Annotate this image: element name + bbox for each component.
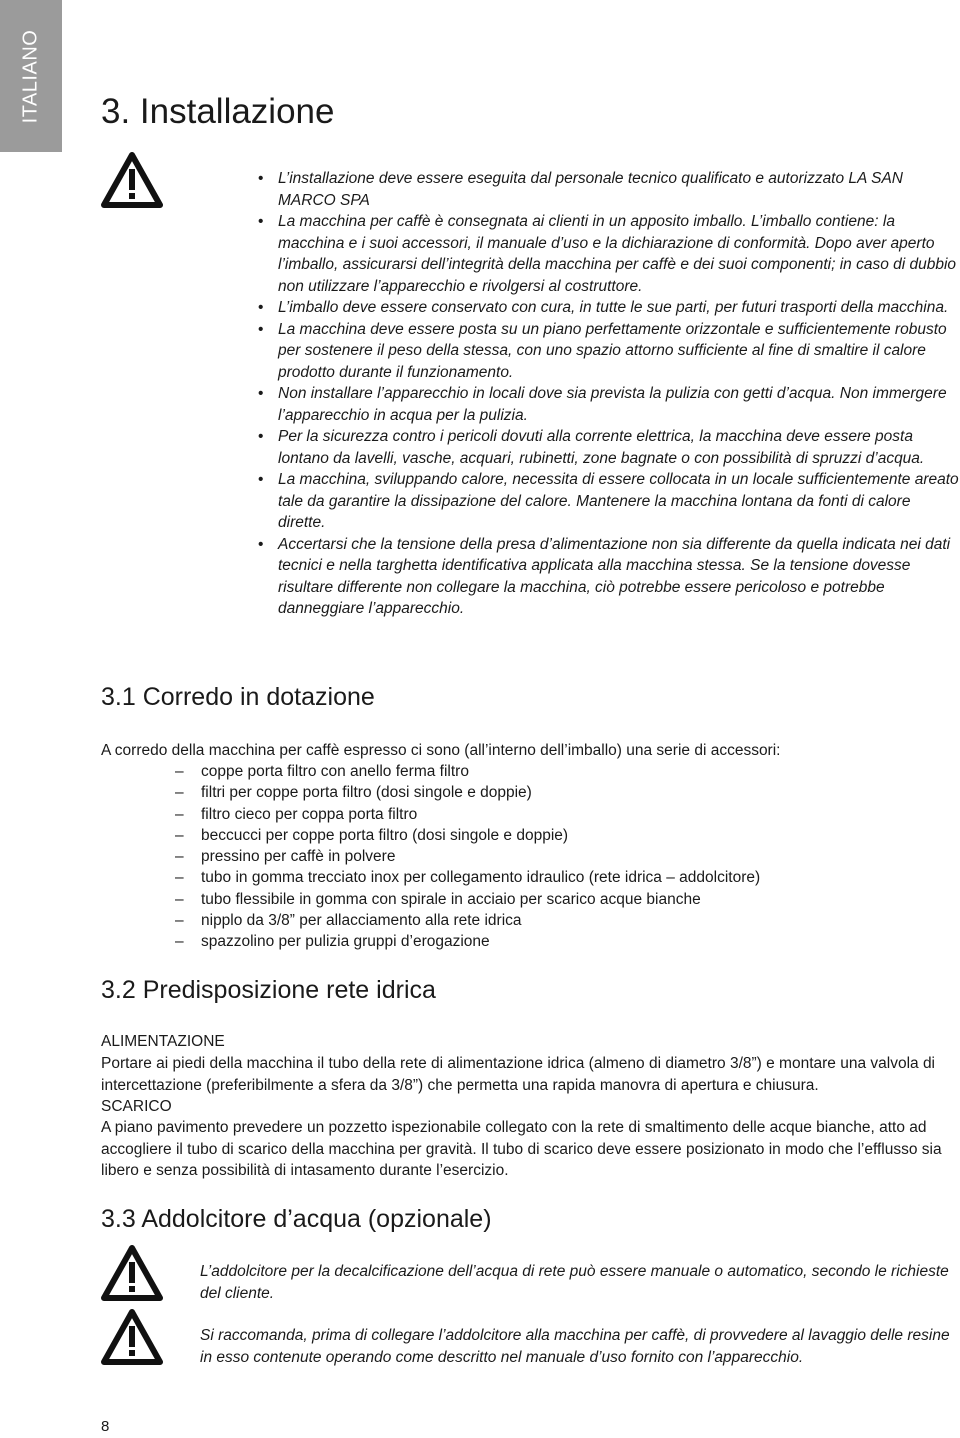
language-tab bbox=[0, 0, 62, 152]
bullet-text: La macchina, sviluppando calore, necessita di essere collocata in un locale sufficientemente areato tale da garantire la dissipazione del calore. Mantenere la macchina lontana da fonti di calore dirette. bbox=[278, 471, 959, 531]
warning-triangle-icon bbox=[101, 152, 163, 208]
language-tab-label: ITALIANO bbox=[19, 29, 42, 123]
supply-text: Portare ai piedi della macchina il tubo della rete di alimentazione idrica (almeno di diametro 3/8”) e montare una valvola di intercettazione (preferibilmente a sfera da 3/8”) che permetta una rapida manovra di apertura e chiusura. bbox=[101, 1055, 936, 1094]
list-item-text: tubo flessibile in gomma con spirale in acciaio per scarico acque bianche bbox=[201, 890, 701, 908]
bullet-text: L’installazione deve essere eseguita dal personale tecnico qualificato e autorizzato LA SAN MARCO SPA bbox=[278, 170, 903, 209]
bullet-item: • L’imballo deve essere conservato con cura, in tutte le sue parti, per futuri trasporti della macchina. bbox=[258, 299, 949, 316]
section-3-3-title: 3.3 Addolcitore d’acqua (opzionale) bbox=[101, 1205, 492, 1233]
bullet-text: Per la sicurezza contro i pericoli dovuti alla corrente elettrica, la macchina deve essere posta lontano da lavelli, vasche, acquari, rubinetti, zone bagnate o con possibilità di spruzzi d’acqua. bbox=[278, 428, 925, 467]
bullet-text: L’imballo deve essere conservato con cura, in tutte le sue parti, per futuri trasporti della macchina. bbox=[278, 299, 949, 316]
list-item: – pressino per caffè in polvere bbox=[175, 848, 396, 866]
installation-bullet-list bbox=[258, 168, 960, 620]
list-item-text: coppe porta filtro con anello ferma filtro bbox=[201, 763, 469, 780]
list-item-text: pressino per caffè in polvere bbox=[201, 848, 396, 866]
softener-note-2: Si raccomanda, prima di collegare l’addolcitore alla macchina per caffè, di provvedere al lavaggio delle resine in esso contenute operando come descritto nel manuale d’uso fornito con l’apparecchio. bbox=[200, 1327, 950, 1366]
bullet-text: Accertarsi che la tensione della presa d’alimentazione non sia differente da quella indicata nei dati tecnici e nella targhetta identificativa applicata alla macchina stessa. Se la tensione dovesse risultare differente non collegare la macchina, ciò potrebbe essere pericoloso e potrebbe danneggiare l’apparecchio. bbox=[278, 535, 951, 617]
bullet-item: • La macchina per caffè è consegnata ai clienti in un apposito imballo. L’imballo contiene: la macchina e i suoi accessori, il manuale d’uso e la dichiarazione di conformità. Dopo aver aperto l’imballo, assicurarsi dell’integrità della macchina per caffè e dei suoi componenti; in caso di dubbio non utilizzare l’apparecchio e rivolgersi al costruttore. bbox=[258, 213, 957, 295]
bullet-text: Non installare l’apparecchio in locali dove sia prevista la pulizia con getti d’acqua. Non immergere l’apparecchio in acqua per la pulizia. bbox=[278, 385, 947, 424]
list-item: – filtri per coppe porta filtro (dosi singole e doppie) bbox=[175, 784, 532, 802]
list-item: – nipplo da 3/8” per allacciamento alla rete idrica bbox=[175, 912, 522, 930]
bullet-item: • Non installare l’apparecchio in locali dove sia prevista la pulizia con getti d’acqua. Non immergere l’apparecchio in acqua per la pulizia. bbox=[258, 385, 947, 424]
bullet-item: • Accertarsi che la tensione della presa d’alimentazione non sia differente da quella indicata nei dati tecnici e nella targhetta identificativa applicata alla macchina stessa. Se la tensione dovesse risultare differente non collegare la macchina, ciò potrebbe essere pericoloso e potrebbe danneggiare l’apparecchio. bbox=[258, 535, 951, 617]
section-3-2-title: 3.2 Predisposizione rete idrica bbox=[101, 976, 436, 1004]
page-title: 3. Installazione bbox=[101, 92, 335, 131]
bullet-item: • La macchina, sviluppando calore, necessita di essere collocata in un locale sufficientemente areato tale da garantire la dissipazione del calore. Mantenere la macchina lontana da fonti di calore dirette. bbox=[258, 471, 959, 531]
list-item-text: filtro cieco per coppa porta filtro bbox=[201, 805, 418, 823]
section-3-1-intro: A corredo della macchina per caffè espresso ci sono (all’interno dell’imballo) una serie di accessori: bbox=[101, 742, 781, 759]
bullet-item: • L’installazione deve essere eseguita dal personale tecnico qualificato e autorizzato LA SAN MARCO SPA bbox=[258, 170, 903, 209]
list-item-text: spazzolino per pulizia gruppi d’erogazione bbox=[201, 933, 490, 951]
list-item: – tubo flessibile in gomma con spirale in acciaio per scarico acque bianche bbox=[175, 890, 701, 908]
list-item-text: filtri per coppe porta filtro (dosi singole e doppie) bbox=[201, 784, 532, 802]
list-item: – spazzolino per pulizia gruppi d’erogazione bbox=[175, 933, 490, 951]
section-3-1-title: 3.1 Corredo in dotazione bbox=[101, 683, 375, 711]
bullet-text: La macchina deve essere posta su un piano perfettamente orizzontale e sufficientemente robusto per sostenere il peso della stessa, con uno spazio attorno sufficiente al fine di smaltire il calore prodotto durante il funzionamento. bbox=[278, 320, 947, 381]
list-item-text: tubo in gomma trecciato inox per collegamento idraulico (rete idrica – addolcitore) bbox=[201, 869, 761, 887]
drain-text: A piano pavimento prevedere un pozzetto ispezionabile collegato con la rete di smaltimento delle acque bianche, atto ad accogliere il tubo di scarico della macchina per gravità. Il tubo di scarico deve essere posizionato in modo che l’efflusso sia libero e senza possibilità di intasamento durante l’esercizio. bbox=[101, 1119, 942, 1179]
list-item: – tubo in gomma trecciato inox per collegamento idraulico (rete idrica – addolcitore) bbox=[175, 869, 761, 887]
list-item: – filtro cieco per coppa porta filtro bbox=[175, 805, 418, 823]
list-item-text: nipplo da 3/8” per allacciamento alla rete idrica bbox=[201, 912, 522, 930]
warning-triangle-icon bbox=[101, 1309, 163, 1365]
accessories-list bbox=[101, 761, 760, 953]
list-item: – coppe porta filtro con anello ferma filtro bbox=[175, 763, 469, 780]
list-item-text: beccucci per coppe porta filtro (dosi singole e doppie) bbox=[201, 826, 569, 844]
bullet-item: • Per la sicurezza contro i pericoli dovuti alla corrente elettrica, la macchina deve essere posta lontano da lavelli, vasche, acquari, rubinetti, zone bagnate o con possibilità di spruzzi d’acqua. bbox=[258, 428, 925, 467]
supply-label: ALIMENTAZIONE bbox=[101, 1033, 225, 1050]
page-number: 8 bbox=[101, 1418, 110, 1435]
drain-label: SCARICO bbox=[101, 1098, 172, 1115]
list-item: – beccucci per coppe porta filtro (dosi singole e doppie) bbox=[175, 826, 569, 844]
warning-triangle-icon bbox=[101, 1245, 163, 1301]
bullet-item: • La macchina deve essere posta su un piano perfettamente orizzontale e sufficientemente robusto per sostenere il peso della stessa, con uno spazio attorno sufficiente al fine di smaltire il calore prodotto durante il funzionamento. bbox=[258, 320, 947, 381]
softener-note-1: L’addolcitore per la decalcificazione dell’acqua di rete può essere manuale o automatico, secondo le richieste del cliente. bbox=[200, 1263, 949, 1302]
bullet-text: La macchina per caffè è consegnata ai clienti in un apposito imballo. L’imballo contiene: la macchina e i suoi accessori, il manuale d’uso e la dichiarazione di conformità. Dopo aver aperto l’imballo, assicurarsi dell’integrità della macchina per caffè e dei suoi componenti; in caso di dubbio non utilizzare l’apparecchio e rivolgersi al costruttore. bbox=[278, 213, 957, 295]
